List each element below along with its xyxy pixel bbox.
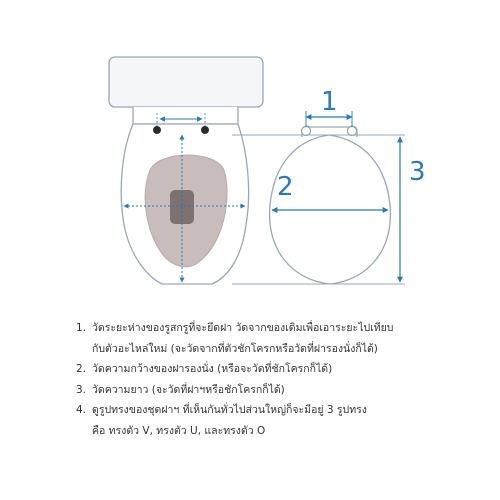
note-number: 1.: [76, 322, 87, 334]
seat-hinge-left: [302, 127, 311, 136]
tank-base: [133, 107, 238, 124]
note-text-line2: กับตัวอะไหล่ใหม่ (จะวัดจากที่ตัวชักโครกหรือวัดที่ฝารองนั่งก็ได้): [92, 342, 378, 355]
note-text: วัดความยาว (จะวัดที่ฝาฯหรือชักโครกก็ได้): [92, 383, 285, 396]
note-2: [76, 359, 476, 380]
note-text: วัดความกว้างของฝารองนั่ง (หรือจะวัดที่ชักโครกก็ได้): [92, 363, 333, 375]
bowl-hinge-hole-right: [201, 126, 209, 134]
note-3: [76, 380, 476, 401]
label-width-gap: 1: [321, 87, 338, 117]
note-number: 2.: [76, 363, 87, 375]
seat-hinge-right: [348, 127, 357, 136]
note-number: 4.: [76, 404, 87, 416]
label-seat-length: 3: [409, 157, 426, 187]
note-1: [76, 318, 476, 359]
toilet-tank: [109, 57, 263, 107]
note-text: วัดระยะห่างของรูสกรูที่จะยึดฝา วัดจากของเดิมเพื่อเอาระยะไปเทียบ: [92, 322, 394, 334]
note-text-line2: คือ ทรงตัว V, ทรงตัว U, และทรงตัว O: [92, 424, 266, 437]
note-text: ดูรูปทรงของชุดฝาฯ ที่เห็นกันทั่วไปส่วนใหญ่ก็จะมีอยู่ 3 รูปทรง: [92, 404, 367, 416]
note-4: [76, 400, 476, 441]
label-seat-width: 2: [277, 172, 294, 202]
note-number: 3.: [76, 383, 87, 396]
measurement-notes: [76, 318, 476, 441]
bowl-hinge-hole-left: [153, 126, 161, 134]
